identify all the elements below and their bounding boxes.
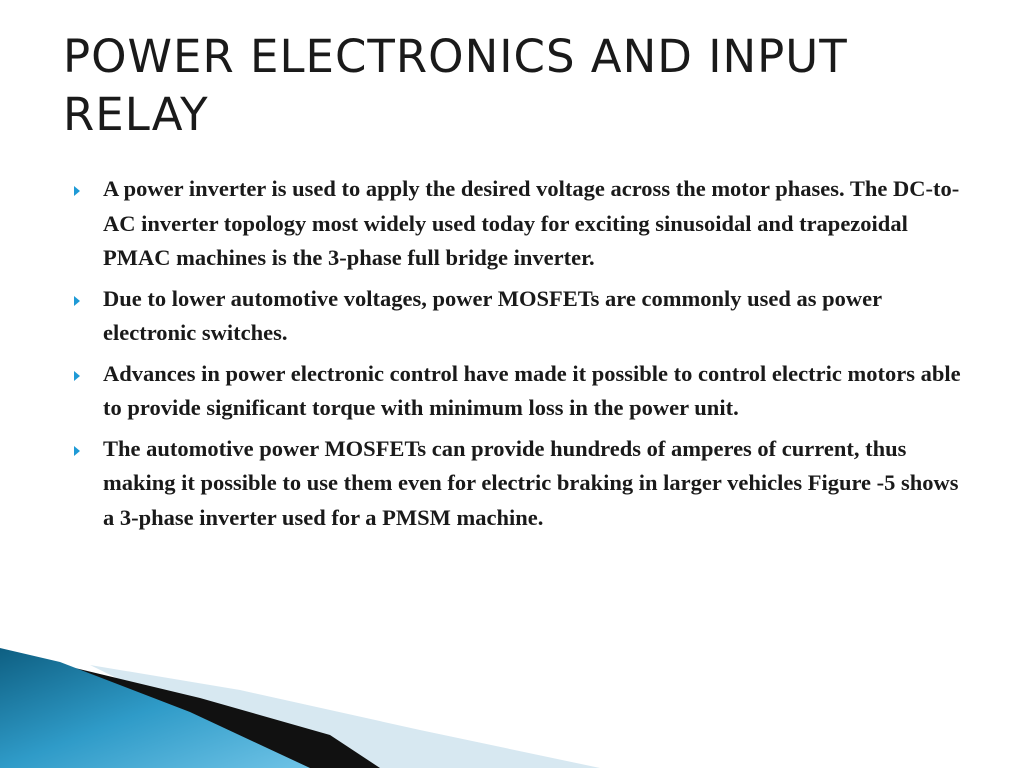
- bullet-item: [72, 432, 972, 536]
- bullet-item: [72, 282, 972, 351]
- triangle-bullet-icon: [74, 371, 80, 381]
- triangle-bullet-icon: [74, 446, 80, 456]
- bullet-list: [72, 172, 972, 541]
- triangle-bullet-icon: [74, 296, 80, 306]
- bullet-text: A power inverter is used to apply the desired voltage across the motor phases. The DC-to-AC inverter topology most widely used today for exciting sinusoidal and trapezoidal PMAC machines is the 3-phase full bridge inverter.: [103, 176, 960, 270]
- bullet-item: [72, 172, 972, 276]
- bullet-text: Advances in power electronic control have made it possible to control electric motors able to provide significant torque with minimum loss in the power unit.: [103, 360, 961, 420]
- triangle-bullet-icon: [74, 186, 80, 196]
- bullet-item: [72, 357, 972, 426]
- slide-title: POWER ELECTRONICS AND INPUT RELAY: [63, 30, 848, 141]
- bullet-text: The automotive power MOSFETs can provide hundreds of amperes of current, thus making it possible to use them even for electric braking in larger vehicles Figure -5 shows a 3-phase inverter used for a PMSM machine.: [103, 435, 959, 530]
- bullet-text: Due to lower automotive voltages, power MOSFETs are commonly used as power electronic switches.: [103, 285, 882, 345]
